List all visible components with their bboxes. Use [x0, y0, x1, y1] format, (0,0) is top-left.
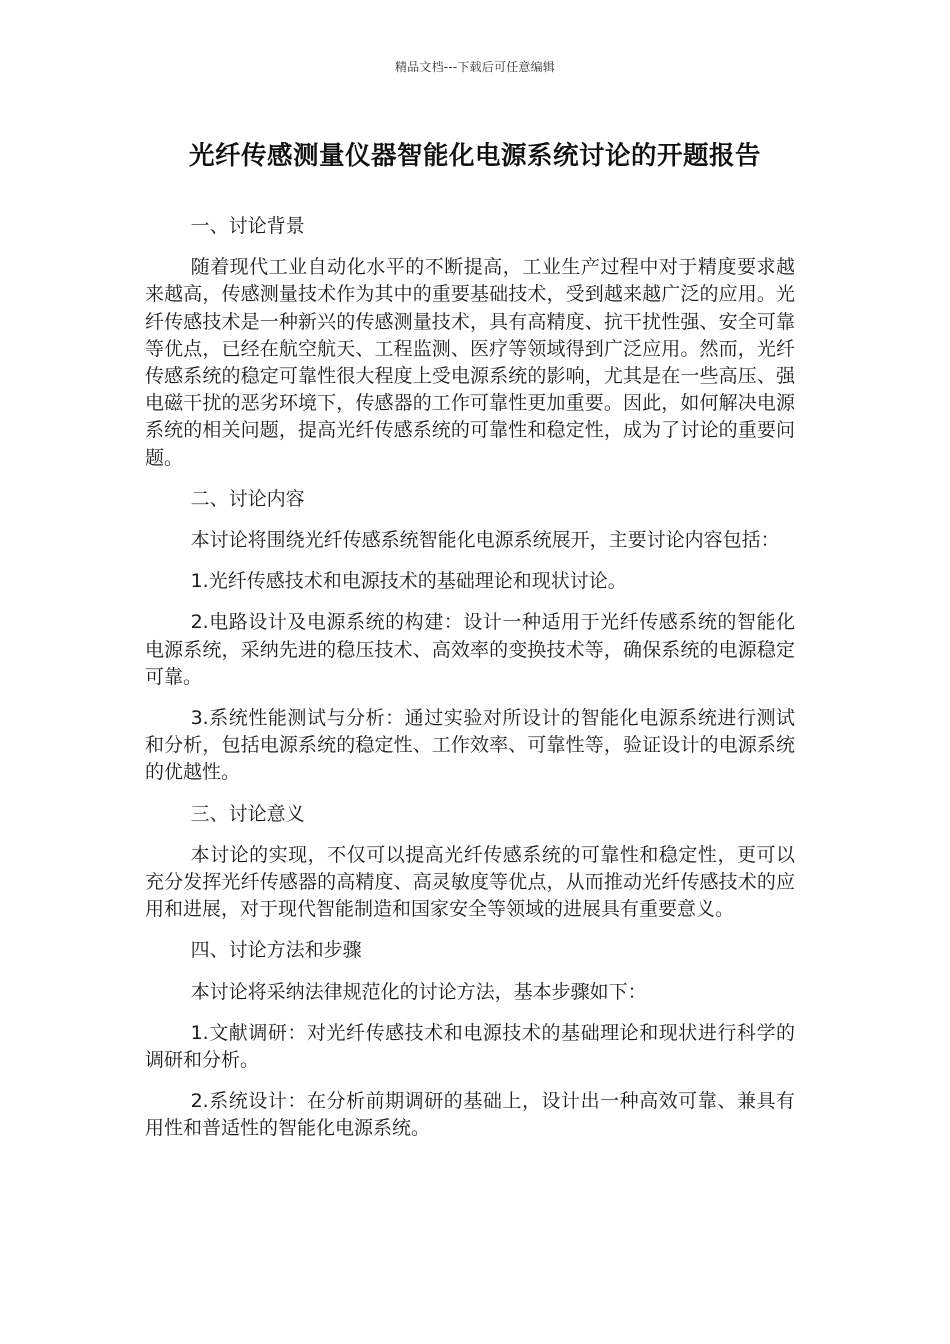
list-item-content-3: 3.系统性能测试与分析：通过实验对所设计的智能化电源系统进行测试和分析，包括电源系统的稳定性、工作效率、可靠性等，验证设计的电源系统的优越性。 [145, 707, 795, 784]
list-item-methods-1: 1.文献调研：对光纤传感技术和电源技术的基础理论和现状进行科学的调研和分析。 [145, 1021, 795, 1072]
section-heading-background: 一、讨论背景 [190, 215, 305, 237]
section-heading-content: 二、讨论内容 [190, 487, 305, 510]
section-heading-significance: 三、讨论意义 [190, 802, 305, 825]
list-item-content-1: 1.光纤传感技术和电源技术的基础理论和现状讨论。 [190, 570, 627, 593]
document-body [145, 213, 795, 1157]
paragraph-significance: 本讨论的实现，不仅可以提高光纤传感系统的可靠性和稳定性，更可以充分发挥光纤传感器的高精度、高灵敏度等优点，从而推动光纤传感技术的应用和进展，对于现代智能制造和国家安全等领域的进展具有重要意义。 [145, 843, 795, 921]
document-title: 光纤传感测量仪器智能化电源系统讨论的开题报告 [188, 141, 761, 171]
paragraph-background: 随着现代工业自动化水平的不断提高，工业生产过程中对于精度要求越来越高，传感测量技术作为其中的重要基础技术，受到越来越广泛的应用。光纤传感技术是一种新兴的传感测量技术，具有高精度、抗干扰性强、安全可靠等优点，已经在航空航天、工程监测、医疗等领域得到广泛应用。然而，光纤传感系统的稳定可靠性很大程度上受电源系统的影响，尤其是在一些高压、强电磁干扰的恶劣环境下，传感器的工作可靠性更加重要。因此，如何解决电源系统的相关问题，提高光纤传感系统的可靠性和稳定性，成为了讨论的重要问题。 [145, 256, 795, 469]
list-item-methods-2: 2.系统设计：在分析前期调研的基础上，设计出一种高效可靠、兼具有用性和普适性的智能化电源系统。 [145, 1090, 795, 1140]
paragraph-content-intro: 本讨论将围绕光纤传感系统智能化电源系统展开，主要讨论内容包括： [190, 529, 780, 552]
header-note: 精品文档---下载后可任意编辑 [395, 60, 555, 74]
section-heading-methods: 四、讨论方法和步骤 [190, 939, 362, 962]
list-item-content-2: 2.电路设计及电源系统的构建：设计一种适用于光纤传感系统的智能化电源系统，采纳先进的稳压技术、高效率的变换技术等，确保系统的电源稳定可靠。 [145, 611, 795, 688]
paragraph-methods-intro: 本讨论将采纳法律规范化的讨论方法，基本步骤如下： [190, 980, 647, 1003]
